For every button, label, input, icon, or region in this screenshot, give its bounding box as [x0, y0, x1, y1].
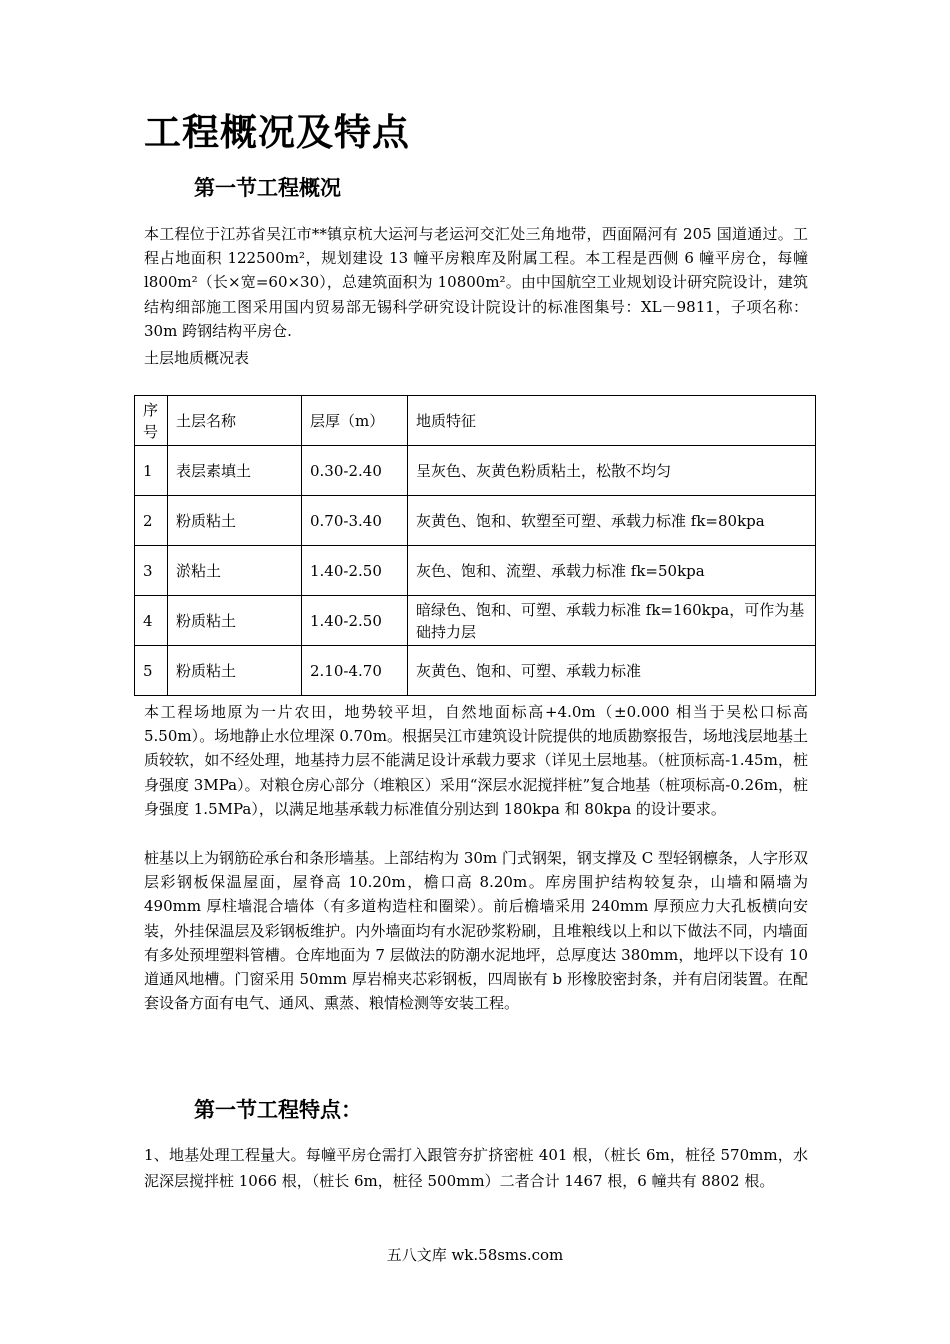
- cell-thickness: 0.30-2.40: [302, 446, 408, 496]
- header-cell-no: 序号: [135, 396, 168, 446]
- paragraph-project-location: 本工程位于江苏省吴江市**镇京杭大运河与老运河交汇处三角地带，西面隔河有 205 国道通过。工程占地面积 122500m²，规划建设 13 幢平房粮库及附属工程。本工程是西侧 6 幢平房仓，每幢 l800m²（长×宽=60×30），总建筑面积为 10800m²。由中国航空工业规划设计研究院设计，建筑结构细部施工图采用国内贸易部无锡科学研究设计院设计的标准图集号：XL－9811，子项名称：30m 跨钢结构平房仓.: [144, 225, 808, 340]
- soil-layer-table: [134, 395, 816, 696]
- cell-feature: 暗绿色、饱和、可塑、承载力标准 fk=160kpa，可作为基础持力层: [408, 596, 816, 646]
- table-row: [135, 596, 816, 646]
- table-row: [135, 546, 816, 596]
- cell-name: 粉质粘土: [168, 496, 302, 546]
- cell-feature: 灰黄色、饱和、软塑至可塑、承载力标准 fk=80kpa: [408, 496, 816, 546]
- cell-name: 粉质粘土: [168, 596, 302, 646]
- cell-no: 3: [135, 546, 168, 596]
- cell-feature: 灰色、饱和、流塑、承载力标准 fk=50kpa: [408, 546, 816, 596]
- footer-watermark: 五八文库 wk.58sms.com: [386, 1246, 564, 1264]
- cell-thickness: 0.70-3.40: [302, 496, 408, 546]
- table-row: [135, 496, 816, 546]
- cell-no: 2: [135, 496, 168, 546]
- section-heading-features: 第一节工程特点：: [194, 1097, 362, 1122]
- paragraph-structure: 桩基以上为钢筋砼承台和条形墙基。上部结构为 30m 门式钢架，钢支撑及 C 型轻钢檩条，人字形双层彩钢板保温屋面，屋脊高 10.20m，檐口高 8.20m。库房围护结构较复杂，山墙和隔墙为 490mm 厚柱墙混合墙体（有多道构造柱和圈梁）。前后檐墙采用 240mm 厚预应力大孔板横向安装，外挂保温层及彩钢板维护。内外墙面均有水泥砂浆粉刷，且堆粮线以上和以下做法不同，内墙面有多处预埋塑料管槽。仓库地面为 7 层做法的防潮水泥地坪，总厚度达 380mm，地坪以下设有 10 道通风地槽。门窗采用 50mm 厚岩棉夹芯彩钢板，四周嵌有 b 形橡胶密封条，并有启闭装置。在配套设备方面有电气、通风、熏蒸、粮情检测等安装工程。: [144, 849, 808, 1013]
- document-title: 工程概况及特点: [144, 110, 410, 154]
- header-cell-feature: 地质特征: [408, 396, 816, 446]
- section-heading-overview: 第一节工程概况: [194, 175, 341, 200]
- cell-no: 5: [135, 646, 168, 696]
- table-header-row: [135, 396, 816, 446]
- cell-thickness: 1.40-2.50: [302, 546, 408, 596]
- header-cell-name: 土层名称: [168, 396, 302, 446]
- paragraph-site-conditions: 本工程场地原为一片农田，地势较平坦，自然地面标高+4.0m（±0.000 相当于吴松口标高 5.50m）。场地静止水位埋深 0.70m。根据吴江市建筑设计院提供的地质勘察报告，场地浅层地基土质较软，如不经处理，地基持力层不能满足设计承载力要求（详见土层地基。（桩顶标高-1.45m，桩身强度 3MPa）。对粮仓房心部分（堆粮区）采用“深层水泥搅拌桩”复合地基（桩项标高-0.26m，桩身强度 1.5MPa），以满足地基承载力标准值分别达到 180kpa 和 80kpa 的设计要求。: [144, 703, 808, 818]
- paragraph-feature-1: 1、地基处理工程量大。每幢平房仓需打入跟管夯扩挤密桩 401 根，（桩长 6m，桩径 570mm，水泥深层搅拌桩 1066 根，（桩长 6m，桩径 500mm）二者合计 1467 根，6 幢共有 8802 根。: [144, 1146, 808, 1190]
- table-row: [135, 446, 816, 496]
- cell-feature: 呈灰色、灰黄色粉质粘土，松散不均匀: [408, 446, 816, 496]
- cell-thickness: 1.40-2.50: [302, 596, 408, 646]
- cell-name: 淤粘土: [168, 546, 302, 596]
- cell-name: 表层素填土: [168, 446, 302, 496]
- cell-name: 粉质粘土: [168, 646, 302, 696]
- cell-thickness: 2.10-4.70: [302, 646, 408, 696]
- cell-no: 1: [135, 446, 168, 496]
- cell-feature: 灰黄色、饱和、可塑、承载力标准: [408, 646, 816, 696]
- table-row: [135, 646, 816, 696]
- cell-no: 4: [135, 596, 168, 646]
- header-cell-thickness: 层厚（m）: [302, 396, 408, 446]
- table-caption: 土层地质概况表: [144, 349, 250, 367]
